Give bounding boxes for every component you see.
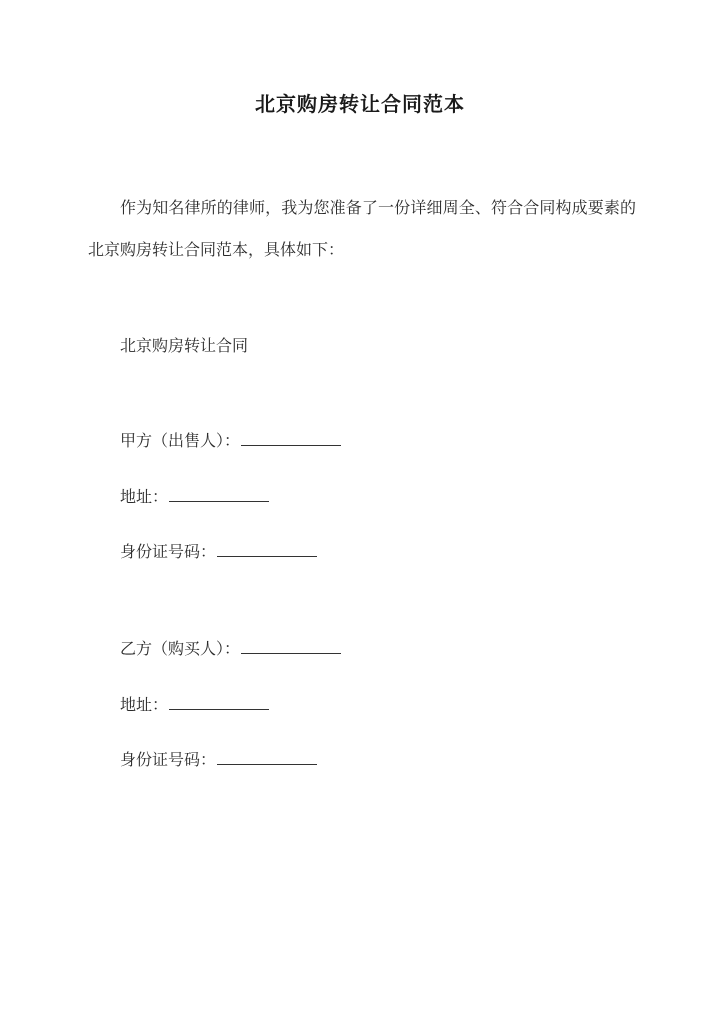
party-b-name-blank[interactable] (241, 639, 341, 654)
party-a-label: 甲方（出售人）： (120, 431, 241, 450)
intro-paragraph: 作为知名律所的律师，我为您准备了一份详细周全、符合合同构成要素的北京购房转让合同范本，具体如下： (88, 198, 636, 259)
party-b-address-blank[interactable] (169, 695, 269, 710)
party-a-id-blank[interactable] (217, 542, 317, 557)
party-a-address-line (120, 486, 269, 508)
party-a-address-blank[interactable] (169, 487, 269, 502)
party-b-address-label: 地址： (120, 695, 169, 714)
party-a-id-line (120, 541, 317, 563)
party-a-name-blank[interactable] (241, 431, 341, 446)
document-title: 北京购房转让合同范本 (255, 92, 465, 116)
party-b-address-line (120, 694, 269, 716)
party-a-id-label: 身份证号码： (120, 542, 217, 561)
party-a-address-label: 地址： (120, 487, 169, 506)
party-b-id-label: 身份证号码： (120, 750, 217, 769)
party-b-line (120, 638, 341, 660)
party-a-line (120, 430, 341, 452)
contract-heading: 北京购房转让合同 (120, 336, 249, 355)
party-b-id-line (120, 749, 317, 771)
party-b-label: 乙方（购买人）： (120, 639, 241, 658)
party-b-id-blank[interactable] (217, 750, 317, 765)
